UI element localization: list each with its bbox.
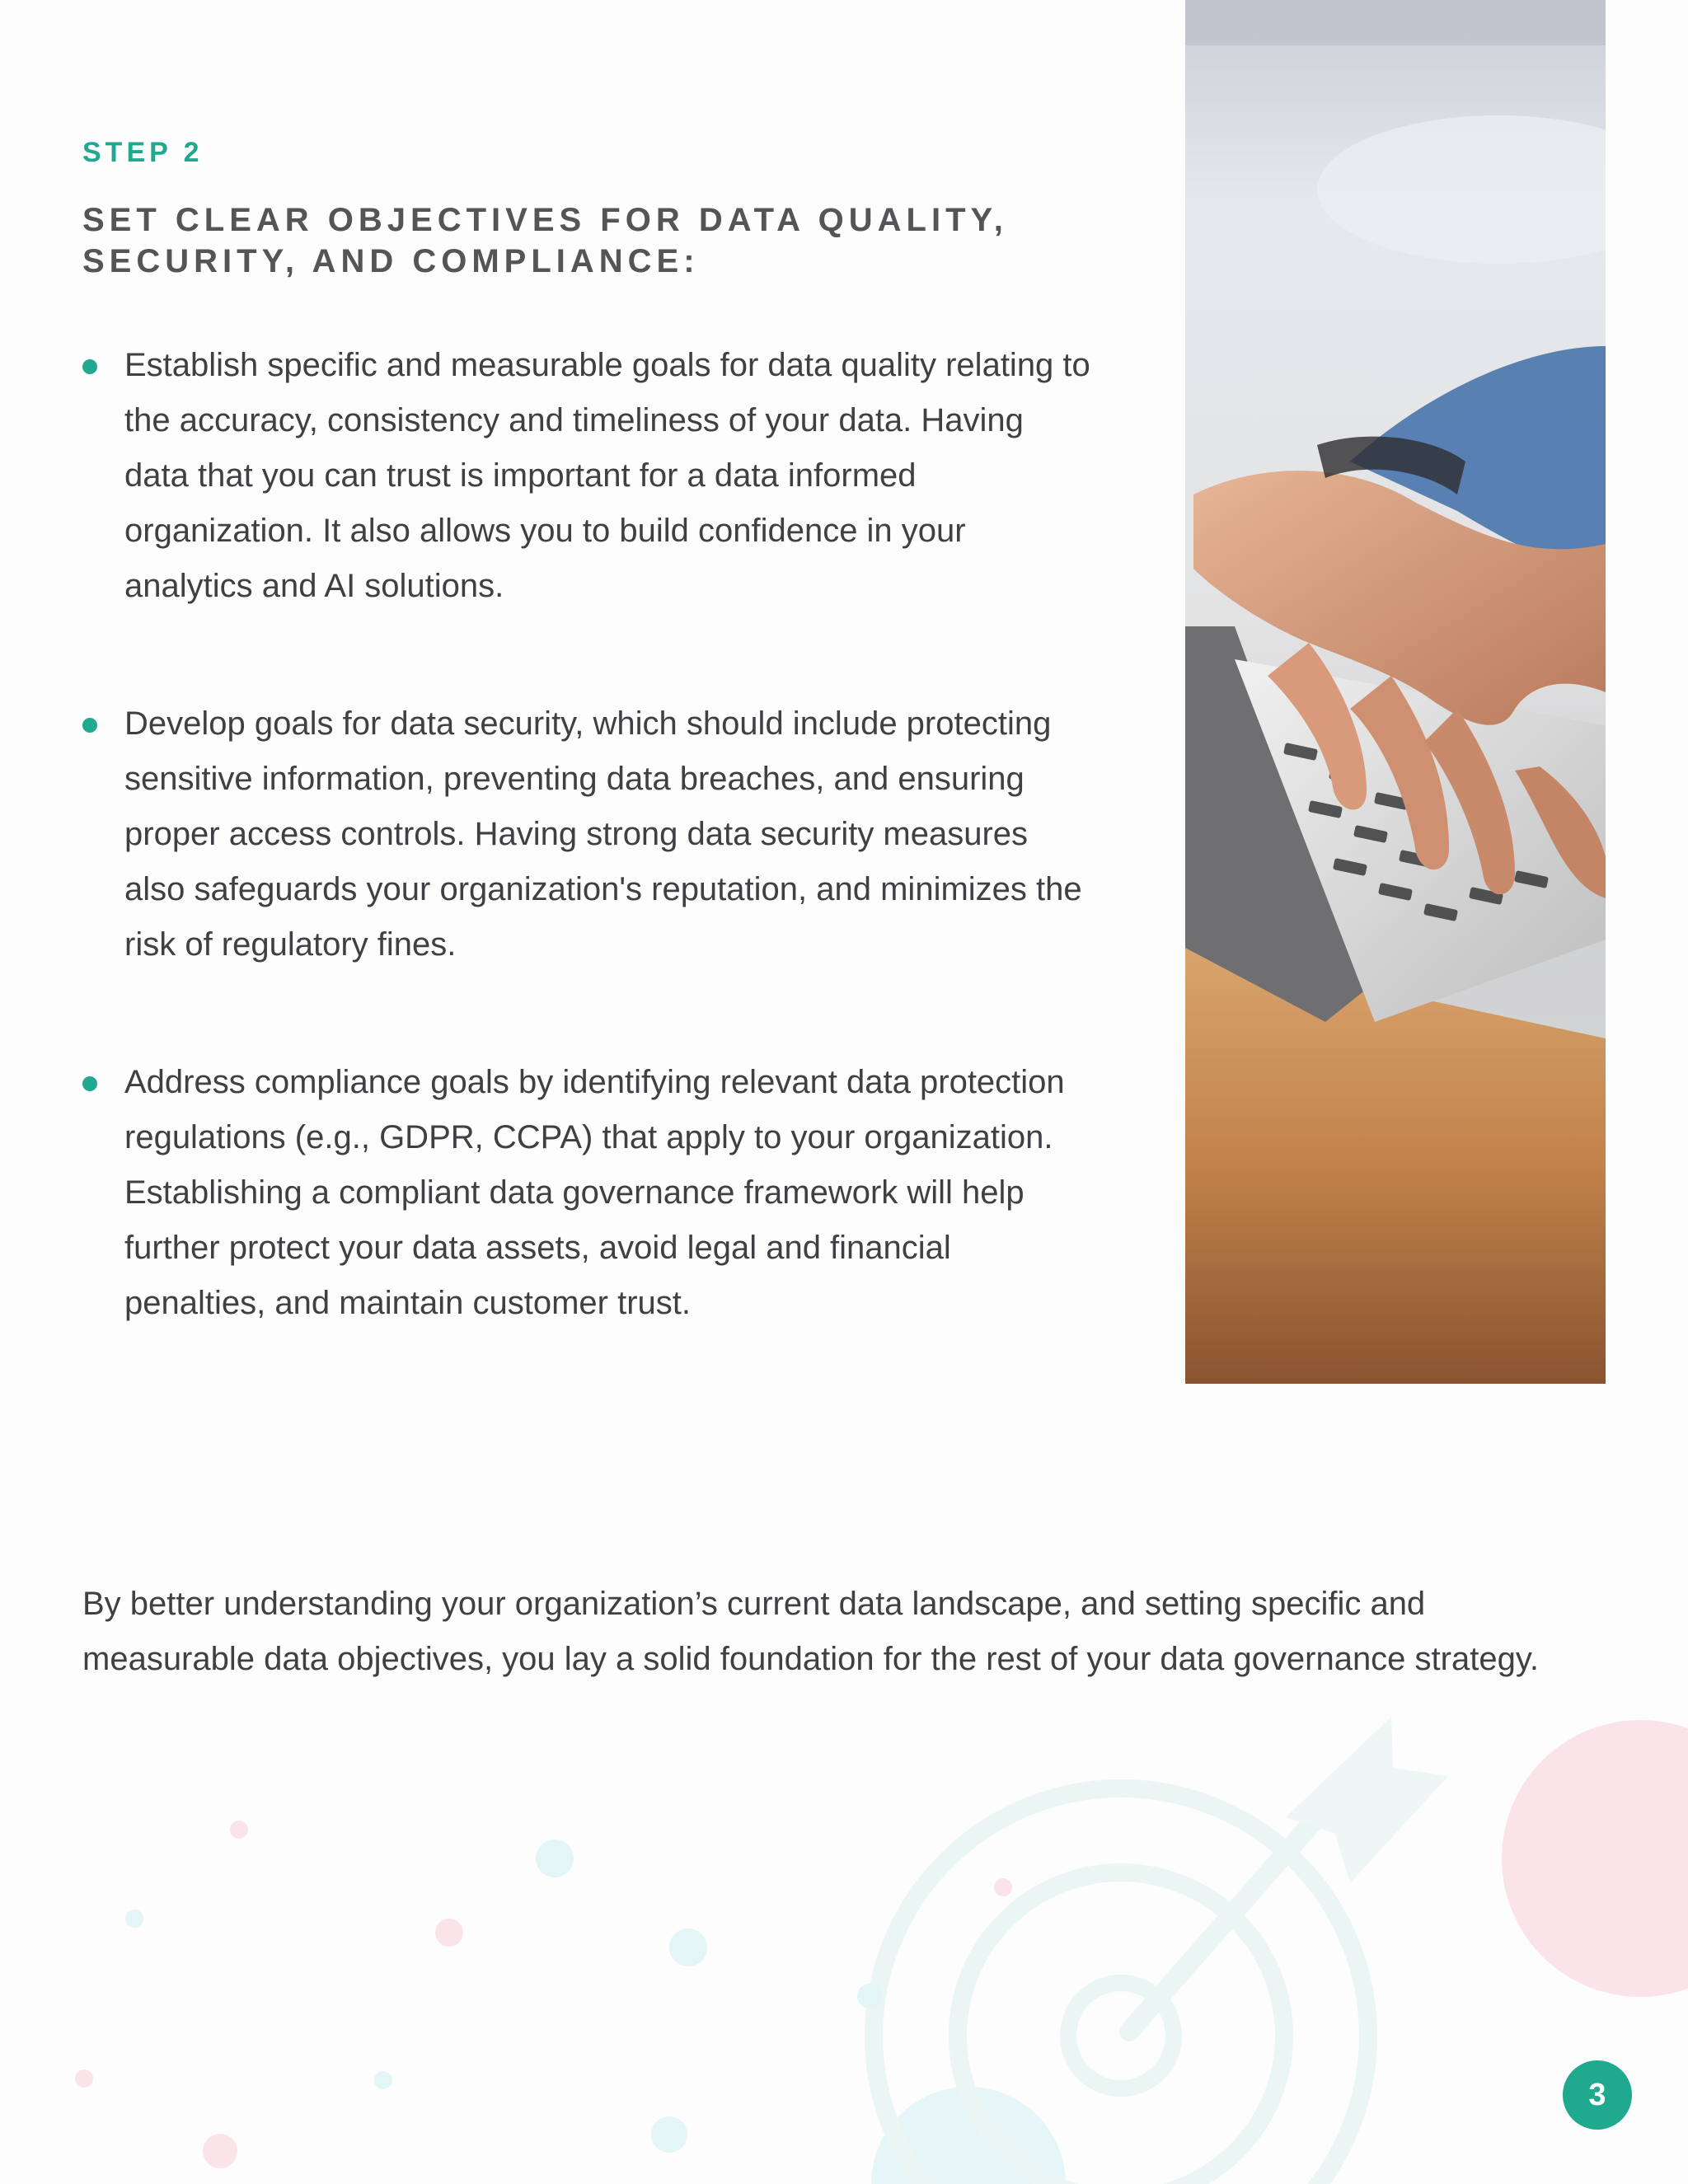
section-heading <box>82 199 1104 282</box>
laptop-typing-photo <box>1185 0 1606 1384</box>
page-number-badge: 3 <box>1563 2060 1632 2130</box>
heading-line-2: SECURITY, AND COMPLIANCE: <box>82 243 700 279</box>
list-item <box>82 1055 1096 1331</box>
bullet-dot-icon <box>82 718 97 733</box>
heading-line-1: SET CLEAR OBJECTIVES FOR DATA QUALITY, <box>82 202 1008 238</box>
closing-paragraph: By better understanding your organization’s current data landscape, and setting specific and measurable data objectives, you lay a solid foundation for the rest of your data governance strategy. <box>82 1586 1539 1677</box>
data-quality-goal-text: Establish specific and measurable goals for data quality relating to the accuracy, consistency and timeliness of your data. Having data that you can trust is important for a data informed organization. It also allows you to build confidence in your analytics and AI solutions. <box>124 347 1090 604</box>
compliance-goal-text: Address compliance goals by identifying relevant data protection regulations (e.g., GDPR, CCPA) that apply to your organization. Establishing a compliant data governance framework will help further protect your data assets, avoid legal and financial penalties, and maintain customer trust. <box>124 1064 1065 1321</box>
pink-blob-decoration <box>1502 1720 1688 1997</box>
data-security-goal-text: Develop goals for data security, which should include protecting sensitive information, preventing data breaches, and ensuring proper access controls. Having strong data security measures also safeguards your organization's reputation, and minimizes the risk of regulatory fines. <box>124 705 1082 963</box>
step-label: STEP 2 <box>82 137 204 168</box>
confetti-dots-decoration <box>75 1821 1012 2168</box>
bullet-dot-icon <box>82 359 97 374</box>
list-item <box>82 338 1096 614</box>
bullet-dot-icon <box>82 1076 97 1091</box>
list-item <box>82 696 1096 972</box>
objectives-list <box>82 338 1096 1413</box>
